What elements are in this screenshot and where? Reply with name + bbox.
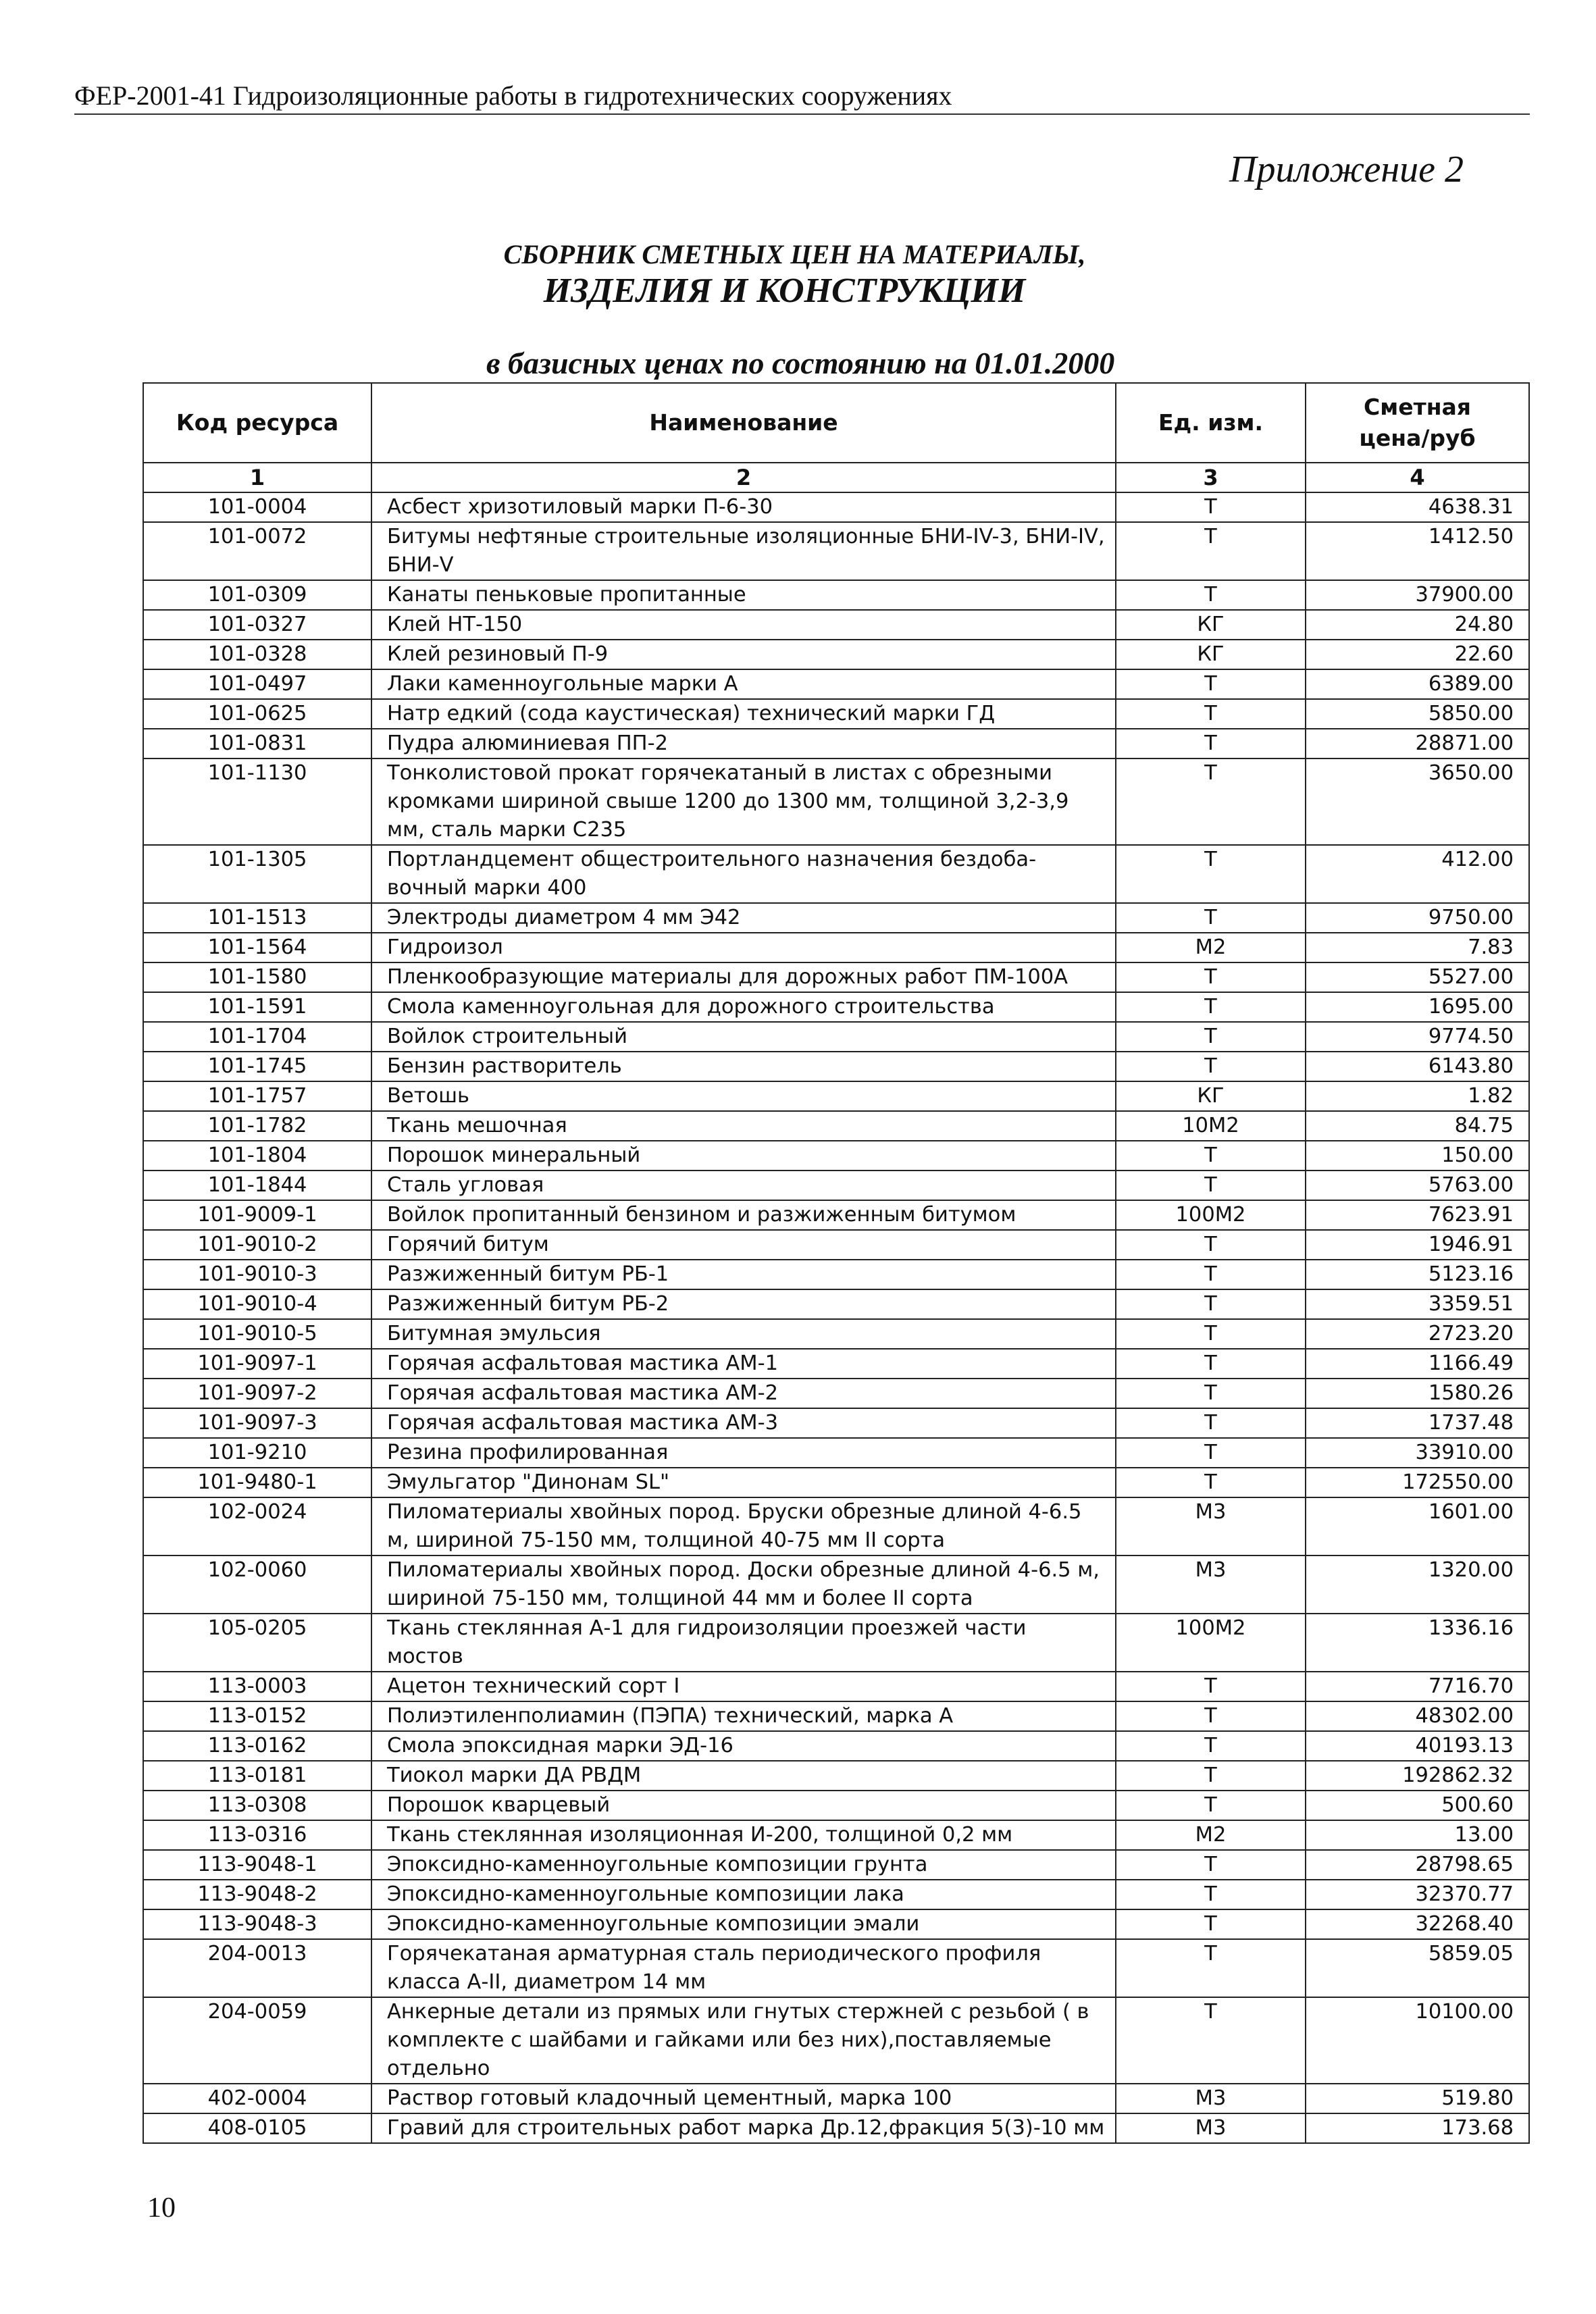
resource-code: 402-0004 [143, 2084, 371, 2113]
table-row [143, 1701, 1529, 1731]
resource-name: Асбест хризотиловый марки П-6-30 [371, 492, 1116, 522]
table-row [143, 669, 1529, 699]
resource-unit: Т [1116, 1791, 1306, 1820]
resource-price: 412.00 [1306, 845, 1529, 903]
resource-code: 101-1757 [143, 1081, 371, 1111]
resource-name: Анкерные детали из прямых или гнутых стержней с резьбой ( в комплекте с шайбами и гайками или без них),поставляемые отдельно [371, 1997, 1116, 2084]
collection-title-line1: СБОРНИК СМЕТНЫХ ЦЕН НА МАТЕРИАЛЫ, [503, 239, 1086, 269]
resource-unit: Т [1116, 1022, 1306, 1052]
table-row [143, 1468, 1529, 1497]
resource-name: Раствор готовый кладочный цементный, марка 100 [371, 2084, 1116, 2113]
table-row [143, 1939, 1529, 1997]
resource-price: 192862.32 [1306, 1761, 1529, 1791]
resource-price: 500.60 [1306, 1791, 1529, 1820]
resource-unit: Т [1116, 1939, 1306, 1997]
resource-price: 1601.00 [1306, 1497, 1529, 1555]
table-row [143, 845, 1529, 903]
resource-price: 5763.00 [1306, 1171, 1529, 1200]
table-row [143, 1052, 1529, 1081]
resource-unit: КГ [1116, 640, 1306, 669]
resource-unit: Т [1116, 1141, 1306, 1171]
resource-code: 113-9048-2 [143, 1880, 371, 1909]
resource-code: 101-9009-1 [143, 1200, 371, 1230]
resource-price: 3359.51 [1306, 1289, 1529, 1319]
resource-unit: Т [1116, 492, 1306, 522]
table-row [143, 1997, 1529, 2084]
resource-unit: Т [1116, 845, 1306, 903]
resource-unit: Т [1116, 1230, 1306, 1260]
table-row [143, 1379, 1529, 1408]
resource-unit: Т [1116, 903, 1306, 933]
column-number: 3 [1116, 463, 1306, 492]
resource-price: 6143.80 [1306, 1052, 1529, 1081]
resource-price: 1946.91 [1306, 1230, 1529, 1260]
resource-code: 113-0316 [143, 1820, 371, 1850]
resource-name: Войлок пропитанный бензином и разжиженным битумом [371, 1200, 1116, 1230]
resource-price: 13.00 [1306, 1820, 1529, 1850]
resource-price: 7.83 [1306, 933, 1529, 962]
resource-unit: КГ [1116, 1081, 1306, 1111]
resource-code: 101-1591 [143, 992, 371, 1022]
table-row [143, 933, 1529, 962]
table-row [143, 522, 1529, 580]
table-row [143, 1820, 1529, 1850]
resource-price-table [143, 382, 1530, 2144]
column-number: 1 [143, 463, 371, 492]
appendix-label: Приложение 2 [1229, 149, 1464, 190]
table-row [143, 1672, 1529, 1701]
resource-code: 101-9210 [143, 1438, 371, 1468]
table-row [143, 1230, 1529, 1260]
resource-unit: Т [1116, 729, 1306, 759]
resource-code: 101-0831 [143, 729, 371, 759]
resource-code: 101-1804 [143, 1141, 371, 1171]
resource-name: Порошок кварцевый [371, 1791, 1116, 1820]
resource-unit: Т [1116, 1731, 1306, 1761]
resource-name: Ткань стеклянная А-1 для гидроизоляции проезжей части мостов [371, 1614, 1116, 1672]
header-rule [74, 113, 1530, 115]
resource-code: 113-0003 [143, 1672, 371, 1701]
resource-name: Битумы нефтяные строительные изоляционные БНИ-IV-3, БНИ-IV, БНИ-V [371, 522, 1116, 580]
resource-unit: Т [1116, 1319, 1306, 1349]
table-row [143, 1880, 1529, 1909]
resource-name: Горячекатаная арматурная сталь периодического профиля класса А-II, диаметром 14 мм [371, 1939, 1116, 1997]
resource-price: 4638.31 [1306, 492, 1529, 522]
resource-name: Разжиженный битум РБ-1 [371, 1260, 1116, 1289]
resource-name: Тиокол марки ДА РВДМ [371, 1761, 1116, 1791]
resource-unit: Т [1116, 1349, 1306, 1379]
table-header-row [143, 383, 1529, 463]
resource-name: Битумная эмульсия [371, 1319, 1116, 1349]
resource-price: 48302.00 [1306, 1701, 1529, 1731]
resource-name: Клей НТ-150 [371, 610, 1116, 640]
table-row [143, 1438, 1529, 1468]
page-number: 10 [147, 2192, 176, 2223]
resource-code: 101-9097-1 [143, 1349, 371, 1379]
table-row [143, 1555, 1529, 1614]
resource-price: 1695.00 [1306, 992, 1529, 1022]
resource-unit: Т [1116, 1880, 1306, 1909]
table-row [143, 1614, 1529, 1672]
resource-unit: Т [1116, 699, 1306, 729]
resource-unit: 10М2 [1116, 1111, 1306, 1141]
resource-code: 102-0024 [143, 1497, 371, 1555]
table-row [143, 1408, 1529, 1438]
resource-name: Разжиженный битум РБ-2 [371, 1289, 1116, 1319]
resource-name: Эпоксидно-каменноугольные композиции лака [371, 1880, 1116, 1909]
table-row [143, 1022, 1529, 1052]
resource-code: 101-9097-2 [143, 1379, 371, 1408]
resource-name: Бензин растворитель [371, 1052, 1116, 1081]
resource-name: Ветошь [371, 1081, 1116, 1111]
resource-code: 105-0205 [143, 1614, 371, 1672]
resource-price: 37900.00 [1306, 580, 1529, 610]
resource-unit: М3 [1116, 2113, 1306, 2143]
resource-unit: КГ [1116, 610, 1306, 640]
table-row [143, 1081, 1529, 1111]
table-row [143, 1319, 1529, 1349]
resource-unit: Т [1116, 992, 1306, 1022]
resource-price: 1.82 [1306, 1081, 1529, 1111]
resource-code: 101-1130 [143, 759, 371, 845]
resource-unit: Т [1116, 669, 1306, 699]
resource-price: 519.80 [1306, 2084, 1529, 2113]
resource-code: 101-9010-5 [143, 1319, 371, 1349]
table-row [143, 1850, 1529, 1880]
resource-unit: Т [1116, 1379, 1306, 1408]
resource-name: Пленкообразующие материалы для дорожных работ ПМ-100А [371, 962, 1116, 992]
resource-unit: М3 [1116, 1497, 1306, 1555]
resource-price: 2723.20 [1306, 1319, 1529, 1349]
table-row [143, 1111, 1529, 1141]
resource-name: Лаки каменноугольные марки А [371, 669, 1116, 699]
resource-code: 101-9010-3 [143, 1260, 371, 1289]
price-base-subtitle: в базисных ценах по состоянию на 01.01.2000 [486, 346, 1115, 380]
column-number-row [143, 463, 1529, 492]
resource-name: Натр едкий (сода каустическая) технический марки ГД [371, 699, 1116, 729]
resource-name: Ацетон технический сорт I [371, 1672, 1116, 1701]
table-row [143, 1289, 1529, 1319]
resource-price: 40193.13 [1306, 1731, 1529, 1761]
resource-unit: Т [1116, 1438, 1306, 1468]
resource-name: Клей резиновый П-9 [371, 640, 1116, 669]
resource-price: 172550.00 [1306, 1468, 1529, 1497]
column-header-price-text: Сметная цена/руб [1359, 394, 1476, 451]
table-row [143, 640, 1529, 669]
resource-name: Канаты пеньковые пропитанные [371, 580, 1116, 610]
resource-code: 101-0328 [143, 640, 371, 669]
table-row [143, 2113, 1529, 2143]
resource-code: 204-0013 [143, 1939, 371, 1997]
resource-price: 7716.70 [1306, 1672, 1529, 1701]
resource-name: Горячая асфальтовая мастика АМ-2 [371, 1379, 1116, 1408]
table-row [143, 962, 1529, 992]
resource-name: Тонколистовой прокат горячекатаный в листах с обрезными кромками шириной свыше 1200 до 1300 мм, толщиной 3,2-3,9 мм, сталь марки С235 [371, 759, 1116, 845]
resource-unit: Т [1116, 1761, 1306, 1791]
resource-code: 101-9010-2 [143, 1230, 371, 1260]
resource-code: 113-0181 [143, 1761, 371, 1791]
resource-name: Электроды диаметром 4 мм Э42 [371, 903, 1116, 933]
resource-price: 32370.77 [1306, 1880, 1529, 1909]
resource-unit: 100М2 [1116, 1200, 1306, 1230]
resource-code: 101-9480-1 [143, 1468, 371, 1497]
resource-code: 101-0309 [143, 580, 371, 610]
table-row [143, 759, 1529, 845]
table-row [143, 1731, 1529, 1761]
table-row [143, 1200, 1529, 1230]
resource-name: Горячая асфальтовая мастика АМ-1 [371, 1349, 1116, 1379]
resource-unit: М2 [1116, 1820, 1306, 1850]
resource-price: 1320.00 [1306, 1555, 1529, 1614]
resource-code: 102-0060 [143, 1555, 371, 1614]
resource-unit: Т [1116, 1408, 1306, 1438]
resource-code: 204-0059 [143, 1997, 371, 2084]
resource-price: 7623.91 [1306, 1200, 1529, 1230]
resource-price: 6389.00 [1306, 669, 1529, 699]
resource-code: 113-9048-3 [143, 1909, 371, 1939]
table-row [143, 729, 1529, 759]
resource-name: Смола каменноугольная для дорожного строительства [371, 992, 1116, 1022]
resource-code: 101-0072 [143, 522, 371, 580]
resource-unit: Т [1116, 1672, 1306, 1701]
table-row [143, 1171, 1529, 1200]
resource-name: Пиломатериалы хвойных пород. Доски обрезные длиной 4-6.5 м, шириной 75-150 мм, толщиной 44 мм и более II сорта [371, 1555, 1116, 1614]
resource-name: Сталь угловая [371, 1171, 1116, 1200]
resource-price: 1580.26 [1306, 1379, 1529, 1408]
resource-code: 113-0162 [143, 1731, 371, 1761]
resource-unit: Т [1116, 1701, 1306, 1731]
column-header-name: Наименование [371, 383, 1116, 463]
column-header-code: Код ресурса [143, 383, 371, 463]
resource-unit: М2 [1116, 933, 1306, 962]
table-row [143, 903, 1529, 933]
table-row [143, 1761, 1529, 1791]
table-row [143, 1497, 1529, 1555]
resource-price: 33910.00 [1306, 1438, 1529, 1468]
resource-code: 101-1564 [143, 933, 371, 962]
resource-price: 24.80 [1306, 610, 1529, 640]
resource-unit: Т [1116, 1468, 1306, 1497]
resource-name: Горячая асфальтовая мастика АМ-3 [371, 1408, 1116, 1438]
table-row [143, 1260, 1529, 1289]
table-row [143, 1349, 1529, 1379]
resource-name: Пудра алюминиевая ПП-2 [371, 729, 1116, 759]
resource-code: 101-0625 [143, 699, 371, 729]
resource-unit: Т [1116, 580, 1306, 610]
table-row [143, 1791, 1529, 1820]
resource-unit: Т [1116, 1260, 1306, 1289]
resource-code: 101-0004 [143, 492, 371, 522]
resource-unit: Т [1116, 1289, 1306, 1319]
resource-name: Полиэтиленполиамин (ПЭПА) технический, марка А [371, 1701, 1116, 1731]
resource-name: Эмульгатор "Динонам SL" [371, 1468, 1116, 1497]
resource-code: 101-1745 [143, 1052, 371, 1081]
resource-price: 5123.16 [1306, 1260, 1529, 1289]
table-row [143, 1141, 1529, 1171]
resource-price: 5527.00 [1306, 962, 1529, 992]
resource-unit: Т [1116, 1997, 1306, 2084]
resource-unit: Т [1116, 1171, 1306, 1200]
resource-unit: 100М2 [1116, 1614, 1306, 1672]
resource-price: 1336.16 [1306, 1614, 1529, 1672]
resource-code: 101-0497 [143, 669, 371, 699]
resource-price: 1166.49 [1306, 1349, 1529, 1379]
resource-name: Смола эпоксидная марки ЭД-16 [371, 1731, 1116, 1761]
resource-code: 113-9048-1 [143, 1850, 371, 1880]
resource-code: 101-1305 [143, 845, 371, 903]
resource-price: 3650.00 [1306, 759, 1529, 845]
table-row [143, 1909, 1529, 1939]
resource-code: 408-0105 [143, 2113, 371, 2143]
resource-code: 101-1704 [143, 1022, 371, 1052]
resource-price: 5859.05 [1306, 1939, 1529, 1997]
resource-price: 28871.00 [1306, 729, 1529, 759]
resource-name: Портландцемент общестроительного назначения бездобавочный марки 400 [371, 845, 1116, 903]
column-header-unit: Ед. изм. [1116, 383, 1306, 463]
column-number: 4 [1306, 463, 1529, 492]
resource-unit: М3 [1116, 1555, 1306, 1614]
resource-name: Эпоксидно-каменноугольные композиции эмали [371, 1909, 1116, 1939]
resource-name: Гидроизол [371, 933, 1116, 962]
resource-code: 113-0308 [143, 1791, 371, 1820]
resource-unit: Т [1116, 962, 1306, 992]
resource-unit: Т [1116, 1850, 1306, 1880]
table-body [143, 492, 1529, 2143]
resource-price: 5850.00 [1306, 699, 1529, 729]
resource-unit: Т [1116, 522, 1306, 580]
resource-name: Горячий битум [371, 1230, 1116, 1260]
resource-price: 84.75 [1306, 1111, 1529, 1141]
resource-price: 173.68 [1306, 2113, 1529, 2143]
resource-name: Порошок минеральный [371, 1141, 1116, 1171]
resource-price: 22.60 [1306, 640, 1529, 669]
resource-name: Ткань стеклянная изоляционная И-200, толщиной 0,2 мм [371, 1820, 1116, 1850]
resource-price: 10100.00 [1306, 1997, 1529, 2084]
table-row [143, 992, 1529, 1022]
collection-title-line2: ИЗДЕЛИЯ И КОНСТРУКЦИИ [543, 272, 1026, 310]
resource-price: 1737.48 [1306, 1408, 1529, 1438]
table-row [143, 580, 1529, 610]
resource-name: Ткань мешочная [371, 1111, 1116, 1141]
resource-code: 101-1844 [143, 1171, 371, 1200]
column-number: 2 [371, 463, 1116, 492]
resource-price: 28798.65 [1306, 1850, 1529, 1880]
resource-name: Эпоксидно-каменноугольные композиции грунта [371, 1850, 1116, 1880]
table-row [143, 492, 1529, 522]
resource-price: 9774.50 [1306, 1022, 1529, 1052]
column-header-price [1306, 383, 1529, 463]
resource-unit: Т [1116, 759, 1306, 845]
resource-price: 1412.50 [1306, 522, 1529, 580]
resource-code: 101-1782 [143, 1111, 371, 1141]
table-row [143, 610, 1529, 640]
table-row [143, 699, 1529, 729]
resource-code: 101-1580 [143, 962, 371, 992]
resource-price: 32268.40 [1306, 1909, 1529, 1939]
resource-code: 101-9097-3 [143, 1408, 371, 1438]
resource-unit: М3 [1116, 2084, 1306, 2113]
resource-price: 150.00 [1306, 1141, 1529, 1171]
resource-code: 101-9010-4 [143, 1289, 371, 1319]
resource-code: 101-0327 [143, 610, 371, 640]
running-header: ФЕР-2001-41 Гидроизоляционные работы в гидротехнических сооружениях [74, 80, 952, 111]
resource-code: 113-0152 [143, 1701, 371, 1731]
resource-code: 101-1513 [143, 903, 371, 933]
resource-unit: Т [1116, 1052, 1306, 1081]
resource-name: Пиломатериалы хвойных пород. Бруски обрезные длиной 4-6.5 м, шириной 75-150 мм, толщиной 40-75 мм II сорта [371, 1497, 1116, 1555]
resource-name: Гравий для строительных работ марка Др.12,фракция 5(3)-10 мм [371, 2113, 1116, 2143]
resource-unit: Т [1116, 1909, 1306, 1939]
resource-name: Войлок строительный [371, 1022, 1116, 1052]
resource-name: Резина профилированная [371, 1438, 1116, 1468]
table-row [143, 2084, 1529, 2113]
resource-price: 9750.00 [1306, 903, 1529, 933]
